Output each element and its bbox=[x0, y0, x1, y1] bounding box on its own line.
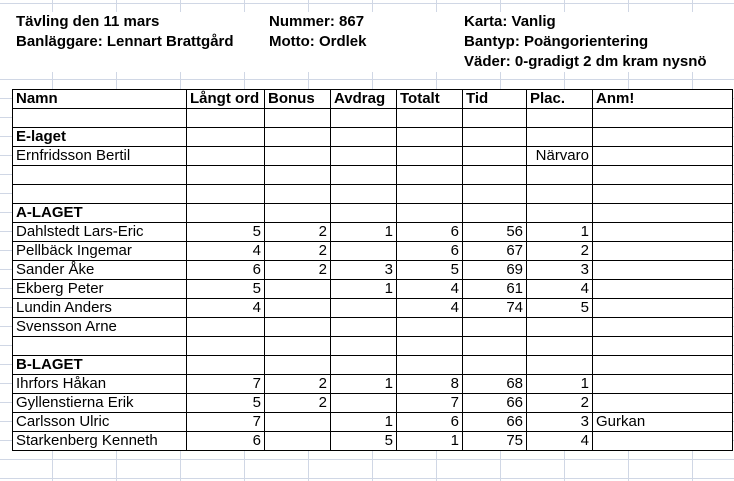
empty-cell[interactable] bbox=[463, 128, 527, 147]
cell-total[interactable]: 8 bbox=[397, 375, 463, 394]
blank-row bbox=[13, 337, 733, 356]
empty-cell[interactable] bbox=[593, 185, 733, 204]
cell-deduction[interactable]: 1 bbox=[331, 223, 397, 242]
empty-cell[interactable] bbox=[593, 166, 733, 185]
empty-cell[interactable] bbox=[463, 356, 527, 375]
cell-bonus[interactable] bbox=[265, 147, 331, 166]
cell-long-word[interactable]: 4 bbox=[187, 242, 265, 261]
cell-long-word[interactable]: 6 bbox=[187, 432, 265, 451]
cell-time[interactable] bbox=[463, 147, 527, 166]
cell-remark[interactable] bbox=[593, 432, 733, 451]
empty-cell[interactable] bbox=[527, 166, 593, 185]
column-header-name[interactable]: Namn bbox=[13, 90, 187, 109]
cell-long-word[interactable]: 5 bbox=[187, 394, 265, 413]
cell-total[interactable]: 7 bbox=[397, 394, 463, 413]
cell-bonus[interactable] bbox=[265, 318, 331, 337]
cell-deduction[interactable] bbox=[331, 147, 397, 166]
cell-remark[interactable] bbox=[593, 223, 733, 242]
empty-cell[interactable] bbox=[13, 337, 187, 356]
cell-time[interactable]: 66 bbox=[463, 394, 527, 413]
competition-date[interactable]: Tävling den 11 mars bbox=[16, 13, 160, 30]
cell-name[interactable]: Svensson Arne bbox=[13, 318, 187, 337]
results-table bbox=[12, 89, 733, 451]
cell-placement[interactable]: 2 bbox=[527, 394, 593, 413]
column-header-placement[interactable]: Plac. bbox=[527, 90, 593, 109]
cell-time[interactable] bbox=[463, 318, 527, 337]
empty-cell[interactable] bbox=[331, 185, 397, 204]
empty-cell[interactable] bbox=[593, 109, 733, 128]
cell-remark[interactable] bbox=[593, 242, 733, 261]
empty-cell[interactable] bbox=[397, 337, 463, 356]
competition-motto[interactable]: Motto: Ordlek bbox=[269, 33, 367, 50]
cell-name[interactable]: Lundin Anders bbox=[13, 299, 187, 318]
cell-total[interactable]: 4 bbox=[397, 299, 463, 318]
cell-time[interactable]: 68 bbox=[463, 375, 527, 394]
cell-placement[interactable]: 2 bbox=[527, 242, 593, 261]
course-type[interactable]: Bantyp: Poängorientering bbox=[464, 33, 649, 50]
empty-cell[interactable] bbox=[527, 204, 593, 223]
map-type[interactable]: Karta: Vanlig bbox=[464, 13, 556, 30]
cell-long-word[interactable] bbox=[187, 318, 265, 337]
empty-cell[interactable] bbox=[397, 185, 463, 204]
participant-row bbox=[13, 261, 733, 280]
cell-name[interactable]: Sander Åke bbox=[13, 261, 187, 280]
competition-number[interactable]: Nummer: 867 bbox=[269, 13, 365, 30]
participant-row bbox=[13, 432, 733, 451]
cell-placement[interactable]: 4 bbox=[527, 432, 593, 451]
empty-cell[interactable] bbox=[265, 128, 331, 147]
cell-placement[interactable]: 1 bbox=[527, 223, 593, 242]
cell-remark[interactable] bbox=[593, 299, 733, 318]
cell-name[interactable]: Dahlstedt Lars-Eric bbox=[13, 223, 187, 242]
cell-long-word[interactable]: 7 bbox=[187, 375, 265, 394]
cell-placement[interactable]: 3 bbox=[527, 413, 593, 432]
cell-bonus[interactable]: 2 bbox=[265, 375, 331, 394]
empty-cell[interactable] bbox=[187, 337, 265, 356]
team-group-row bbox=[13, 128, 733, 147]
column-header-deduction[interactable]: Avdrag bbox=[331, 90, 397, 109]
column-header-time[interactable]: Tid bbox=[463, 90, 527, 109]
cell-time[interactable]: 61 bbox=[463, 280, 527, 299]
team-group-row bbox=[13, 204, 733, 223]
cell-total[interactable] bbox=[397, 318, 463, 337]
cell-deduction[interactable]: 1 bbox=[331, 375, 397, 394]
cell-placement[interactable]: 4 bbox=[527, 280, 593, 299]
cell-remark[interactable] bbox=[593, 147, 733, 166]
results-table-wrapper bbox=[12, 89, 733, 451]
cell-placement[interactable] bbox=[527, 318, 593, 337]
cell-bonus[interactable] bbox=[265, 299, 331, 318]
competition-header bbox=[0, 12, 734, 72]
empty-cell[interactable] bbox=[187, 185, 265, 204]
participant-row bbox=[13, 242, 733, 261]
cell-remark[interactable] bbox=[593, 261, 733, 280]
cell-bonus[interactable]: 2 bbox=[265, 223, 331, 242]
empty-cell[interactable] bbox=[397, 166, 463, 185]
empty-cell[interactable] bbox=[187, 128, 265, 147]
cell-time[interactable]: 66 bbox=[463, 413, 527, 432]
cell-name[interactable]: Ekberg Peter bbox=[13, 280, 187, 299]
column-header-remark[interactable]: Anm! bbox=[593, 90, 733, 109]
empty-cell[interactable] bbox=[331, 204, 397, 223]
empty-cell[interactable] bbox=[527, 356, 593, 375]
cell-total[interactable] bbox=[397, 147, 463, 166]
cell-long-word[interactable]: 5 bbox=[187, 280, 265, 299]
empty-cell[interactable] bbox=[265, 337, 331, 356]
cell-total[interactable]: 6 bbox=[397, 223, 463, 242]
empty-cell[interactable] bbox=[463, 337, 527, 356]
cell-total[interactable]: 6 bbox=[397, 413, 463, 432]
cell-total[interactable]: 4 bbox=[397, 280, 463, 299]
empty-cell[interactable] bbox=[13, 109, 187, 128]
participant-row bbox=[13, 375, 733, 394]
weather[interactable]: Väder: 0-gradigt 2 dm kram nysnö bbox=[464, 53, 707, 70]
empty-cell[interactable] bbox=[265, 166, 331, 185]
team-name[interactable]: A-LAGET bbox=[13, 204, 187, 223]
blank-row bbox=[13, 109, 733, 128]
cell-long-word[interactable]: 4 bbox=[187, 299, 265, 318]
participant-row bbox=[13, 299, 733, 318]
empty-cell[interactable] bbox=[397, 204, 463, 223]
empty-cell[interactable] bbox=[331, 109, 397, 128]
empty-cell[interactable] bbox=[463, 185, 527, 204]
cell-name[interactable]: Starkenberg Kenneth bbox=[13, 432, 187, 451]
column-header-long-word[interactable]: Långt ord bbox=[187, 90, 265, 109]
cell-deduction[interactable]: 1 bbox=[331, 280, 397, 299]
cell-bonus[interactable] bbox=[265, 280, 331, 299]
cell-placement[interactable]: 5 bbox=[527, 299, 593, 318]
empty-cell[interactable] bbox=[463, 204, 527, 223]
cell-total[interactable]: 5 bbox=[397, 261, 463, 280]
cell-name[interactable]: Ernfridsson Bertil bbox=[13, 147, 187, 166]
cell-total[interactable]: 6 bbox=[397, 242, 463, 261]
course-setter[interactable]: Banläggare: Lennart Brattgård bbox=[16, 33, 234, 50]
team-group-row bbox=[13, 356, 733, 375]
cell-long-word[interactable]: 5 bbox=[187, 223, 265, 242]
cell-long-word[interactable]: 7 bbox=[187, 413, 265, 432]
empty-cell[interactable] bbox=[187, 109, 265, 128]
cell-time[interactable]: 74 bbox=[463, 299, 527, 318]
empty-cell[interactable] bbox=[593, 128, 733, 147]
empty-cell[interactable] bbox=[397, 356, 463, 375]
cell-deduction[interactable] bbox=[331, 394, 397, 413]
cell-remark[interactable] bbox=[593, 394, 733, 413]
empty-cell[interactable] bbox=[527, 128, 593, 147]
empty-cell[interactable] bbox=[463, 166, 527, 185]
empty-cell[interactable] bbox=[593, 337, 733, 356]
participant-row bbox=[13, 280, 733, 299]
empty-cell[interactable] bbox=[397, 128, 463, 147]
team-name[interactable]: B-LAGET bbox=[13, 356, 187, 375]
cell-remark[interactable]: Gurkan bbox=[593, 413, 733, 432]
empty-cell[interactable] bbox=[187, 166, 265, 185]
participant-row bbox=[13, 394, 733, 413]
empty-cell[interactable] bbox=[13, 166, 187, 185]
cell-name[interactable]: Ihrfors Håkan bbox=[13, 375, 187, 394]
cell-deduction[interactable] bbox=[331, 299, 397, 318]
cell-name[interactable]: Carlsson Ulric bbox=[13, 413, 187, 432]
team-name[interactable]: E-laget bbox=[13, 128, 187, 147]
empty-cell[interactable] bbox=[593, 204, 733, 223]
cell-bonus[interactable] bbox=[265, 432, 331, 451]
cell-deduction[interactable] bbox=[331, 242, 397, 261]
cell-remark[interactable] bbox=[593, 318, 733, 337]
cell-time[interactable]: 75 bbox=[463, 432, 527, 451]
empty-cell[interactable] bbox=[265, 204, 331, 223]
empty-cell[interactable] bbox=[331, 166, 397, 185]
empty-cell[interactable] bbox=[593, 356, 733, 375]
cell-deduction[interactable]: 1 bbox=[331, 413, 397, 432]
blank-row bbox=[13, 166, 733, 185]
cell-placement[interactable]: Närvaro bbox=[527, 147, 593, 166]
cell-remark[interactable] bbox=[593, 375, 733, 394]
cell-deduction[interactable] bbox=[331, 318, 397, 337]
participant-row bbox=[13, 147, 733, 166]
empty-cell[interactable] bbox=[187, 204, 265, 223]
cell-placement[interactable]: 3 bbox=[527, 261, 593, 280]
cell-name[interactable]: Pellbäck Ingemar bbox=[13, 242, 187, 261]
empty-cell[interactable] bbox=[463, 109, 527, 128]
empty-cell[interactable] bbox=[265, 356, 331, 375]
cell-time[interactable]: 67 bbox=[463, 242, 527, 261]
cell-deduction[interactable]: 5 bbox=[331, 432, 397, 451]
cell-placement[interactable]: 1 bbox=[527, 375, 593, 394]
empty-cell[interactable] bbox=[265, 185, 331, 204]
cell-long-word[interactable] bbox=[187, 147, 265, 166]
empty-cell[interactable] bbox=[265, 109, 331, 128]
empty-cell[interactable] bbox=[331, 356, 397, 375]
cell-remark[interactable] bbox=[593, 280, 733, 299]
blank-row bbox=[13, 185, 733, 204]
cell-bonus[interactable] bbox=[265, 413, 331, 432]
cell-time[interactable]: 56 bbox=[463, 223, 527, 242]
empty-cell[interactable] bbox=[397, 109, 463, 128]
empty-cell[interactable] bbox=[13, 185, 187, 204]
cell-bonus[interactable]: 2 bbox=[265, 394, 331, 413]
cell-name[interactable]: Gyllenstierna Erik bbox=[13, 394, 187, 413]
empty-cell[interactable] bbox=[527, 185, 593, 204]
participant-row bbox=[13, 223, 733, 242]
column-header-total[interactable]: Totalt bbox=[397, 90, 463, 109]
participant-row bbox=[13, 318, 733, 337]
empty-cell[interactable] bbox=[527, 337, 593, 356]
cell-deduction[interactable]: 3 bbox=[331, 261, 397, 280]
cell-bonus[interactable]: 2 bbox=[265, 261, 331, 280]
cell-time[interactable]: 69 bbox=[463, 261, 527, 280]
empty-cell[interactable] bbox=[331, 337, 397, 356]
empty-cell[interactable] bbox=[331, 128, 397, 147]
empty-cell[interactable] bbox=[527, 109, 593, 128]
column-header-row bbox=[13, 90, 733, 109]
cell-bonus[interactable]: 2 bbox=[265, 242, 331, 261]
cell-long-word[interactable]: 6 bbox=[187, 261, 265, 280]
column-header-bonus[interactable]: Bonus bbox=[265, 90, 331, 109]
empty-cell[interactable] bbox=[187, 356, 265, 375]
participant-row bbox=[13, 413, 733, 432]
cell-total[interactable]: 1 bbox=[397, 432, 463, 451]
